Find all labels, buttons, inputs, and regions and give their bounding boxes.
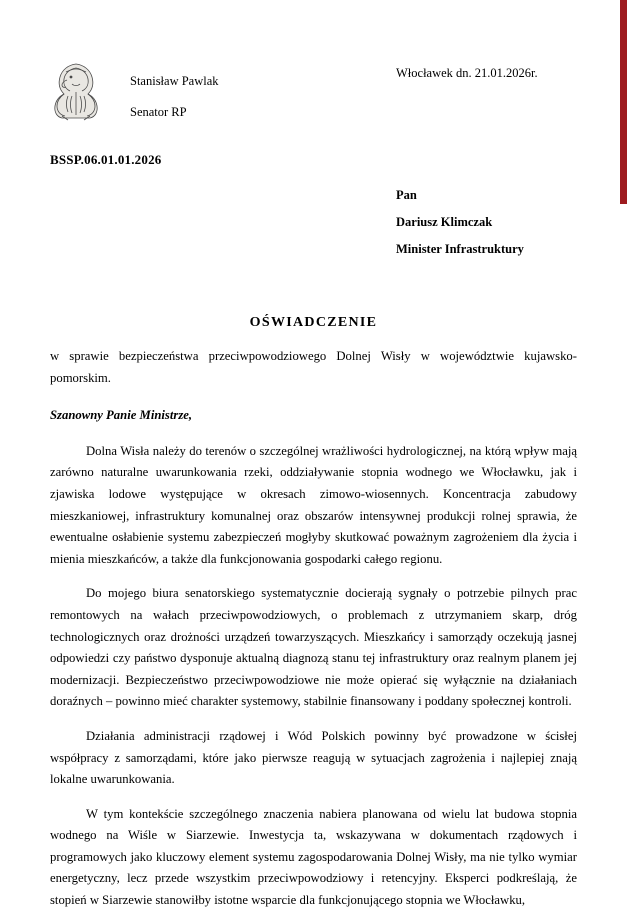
addressee-title: Minister Infrastruktury — [396, 242, 524, 256]
document-title: OŚWIADCZENIE — [249, 315, 378, 330]
reference-number: BSSP.06.01.01.2026 — [50, 152, 162, 167]
addressee-name: Dariusz Klimczak — [396, 215, 493, 229]
document-body — [50, 346, 577, 912]
sender-block — [130, 66, 219, 128]
body-paragraph: Działania administracji rządowej i Wód Polskich powinny być prowadzone w ścisłej współpracy z samorządami, które jako pierwsze reagują w sytuacjach zagrożenia i najlepiej znają lokalne uwarunkowania. — [50, 728, 577, 787]
body-paragraph: Dolna Wisła należy do terenów o szczególnej wrażliwości hydrologicznej, na którą wpływ mają zarówno naturalne uwarunkowania rzeki, oddziaływanie stopnia wodnego we Włocławku, jak i zjawiska lodowe występujące w okresach zimowo-wiosennych. Koncentracja zabudowy mieszkaniowej, infrastruktury komunalnej oraz obszarów intensywnej produkcji rolnej sprawia, że ewentualne osłabienie systemu zabezpieczeń mogłyby skutkować poważnym zagrożeniem dla życia i mienia mieszkańców, a także dla funkcjonowania gospodarki całego regionu. — [50, 443, 577, 566]
polish-eagle-emblem — [48, 60, 104, 122]
document-subject: w sprawie bezpieczeństwa przeciwpowodziowego Dolnej Wisły w województwie kujawsko-pomorskim. — [50, 349, 577, 385]
body-paragraph: Do mojego biura senatorskiego systematycznie docierają sygnały o potrzebie pilnych prac remontowych na wałach przeciwpowodziowych, o problemach z utrzymaniem skarp, dróg technologicznych oraz drożności urządzeń towarzyszących. Mieszkańcy i samorządy oczekują jasnej odpowiedzi czy państwo dysponuje aktualną diagnozą stanu tej infrastruktury oraz realnym planem jej modernizacji. Bezpieczeństwo przeciwpowodziowe nie może opierać się wyłącznie na działaniach doraźnych – powinno mieć charakter systemowy, stabilnie finansowany i poddany społecznej kontroli. — [50, 586, 577, 709]
body-paragraph: W tym kontekście szczególnego znaczenia nabiera planowana od wielu lat budowa stopnia wodnego na Wiśle w Siarzewie. Inwestycja ta, wskazywana w dokumentach rządowych i programowych jako kluczowy element systemu zagospodarowania Dolnej Wisły, ma nie tylko wymiar energetyczny, lecz przede wszystkim przeciwpowodziowy i retencyjny. Eksperci podkreślają, że stopień w Siarzewie stanowiłby istotne wsparcie dla funkcjonującego stopnia we Włocławku, — [50, 806, 577, 908]
sender-name: Stanisław Pawlak — [130, 74, 219, 88]
addressee-block — [396, 182, 524, 263]
document-salutation: Szanowny Panie Ministrze, — [50, 408, 193, 423]
addressee-prefix: Pan — [396, 188, 417, 202]
place-and-date: Włocławek dn. 21.01.2026r. — [396, 66, 538, 80]
sender-role: Senator RP — [130, 105, 187, 119]
letterhead — [0, 52, 627, 142]
